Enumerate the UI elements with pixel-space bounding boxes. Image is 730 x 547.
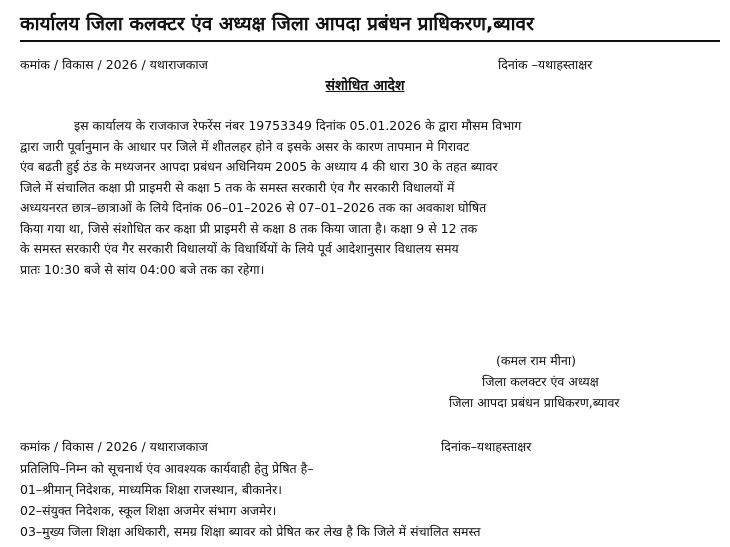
order-line-2: द्वारा जारी पूर्वानुमान के आधार पर जिले में शीतलहर होने व इसके असर के कारण तापमान मे गिरावट xyxy=(20,138,470,154)
order-line-4: जिले में संचालित कक्षा प्री प्राइमरी से कक्षा 5 तक के समस्त सरकारी एंव गैर सरकारी विधालयों में xyxy=(20,179,455,195)
order-title: संशोधित आदेश xyxy=(325,78,405,94)
order-line-7: के समस्त सरकारी एंव गैर सरकारी विधालयों के विधार्थियों के लिये पूर्व आदेशानुसार विधालय समय xyxy=(20,241,459,256)
signatory-designation: जिला कलक्टर एंव अध्यक्ष xyxy=(482,374,599,389)
copy-item: 01–श्रीमान् निदेशक, माध्यमिक शिक्षा राजस्थान, बीकानेर। xyxy=(20,482,282,497)
order-line-3: एंव बढती हुई ठंड के मध्यजनर आपदा प्रबंधन अधिनियम 2005 के अध्याय 4 की धारा 30 के तहत ब्यावर xyxy=(20,159,498,174)
signatory-name: (कमल राम मीना) xyxy=(496,353,576,368)
order-line-5: अध्ययनरत छात्र–छात्राओं के लिये दिनांक 06–01–2026 से 07–01–2026 तक का अवकाश घोषित xyxy=(20,200,487,215)
reference-number: कमांक / विकास / 2026 / यथाराजकाज xyxy=(20,57,208,72)
order-line-6: किया गया था, जिसे संशोधित कर कक्षा प्री प्राइमरी से कक्षा 8 तक किया जाता है। कक्षा 9 से 12 तक xyxy=(20,220,478,236)
copy-intro: प्रतिलिपि–निम्न को सूचनार्थ एंव आवश्यक कार्यवाही हेतु प्रेषित है– xyxy=(20,461,314,476)
signatory-authority: जिला आपदा प्रबंधन प्राधिकरण,ब्यावर xyxy=(449,395,620,410)
copy-item: 03–मुख्य जिला शिक्षा अधिकारी, समग्र शिक्षा ब्यावर को प्रेषित कर लेख है कि जिले में संचालित समस्त xyxy=(20,524,481,539)
reference-date: दिनांक –यथाहस्ताक्षर xyxy=(498,57,593,72)
order-line-8: प्रातः 10:30 बजे से सांय 04:00 बजे तक का रहेगा। xyxy=(20,261,265,277)
copy-reference-date: दिनांक–यथाहस्ताक्षर xyxy=(441,439,532,454)
order-line-1: इस कार्यालय के राजकाज रेफरेंस नंबर 19753349 दिनांक 05.01.2026 के द्वारा मौसम विभाग xyxy=(74,118,522,133)
copy-item: 02–संयुक्त निदेशक, स्कूल शिक्षा अजमेर संभाग अजमेर। xyxy=(20,503,277,518)
office-header-title: कार्यालय जिला कलक्टर एंव अध्यक्ष जिला आपदा प्रबंधन प्राधिकरण,ब्यावर xyxy=(20,10,720,42)
copy-reference-number: कमांक / विकास / 2026 / यथाराजकाज xyxy=(20,439,208,454)
